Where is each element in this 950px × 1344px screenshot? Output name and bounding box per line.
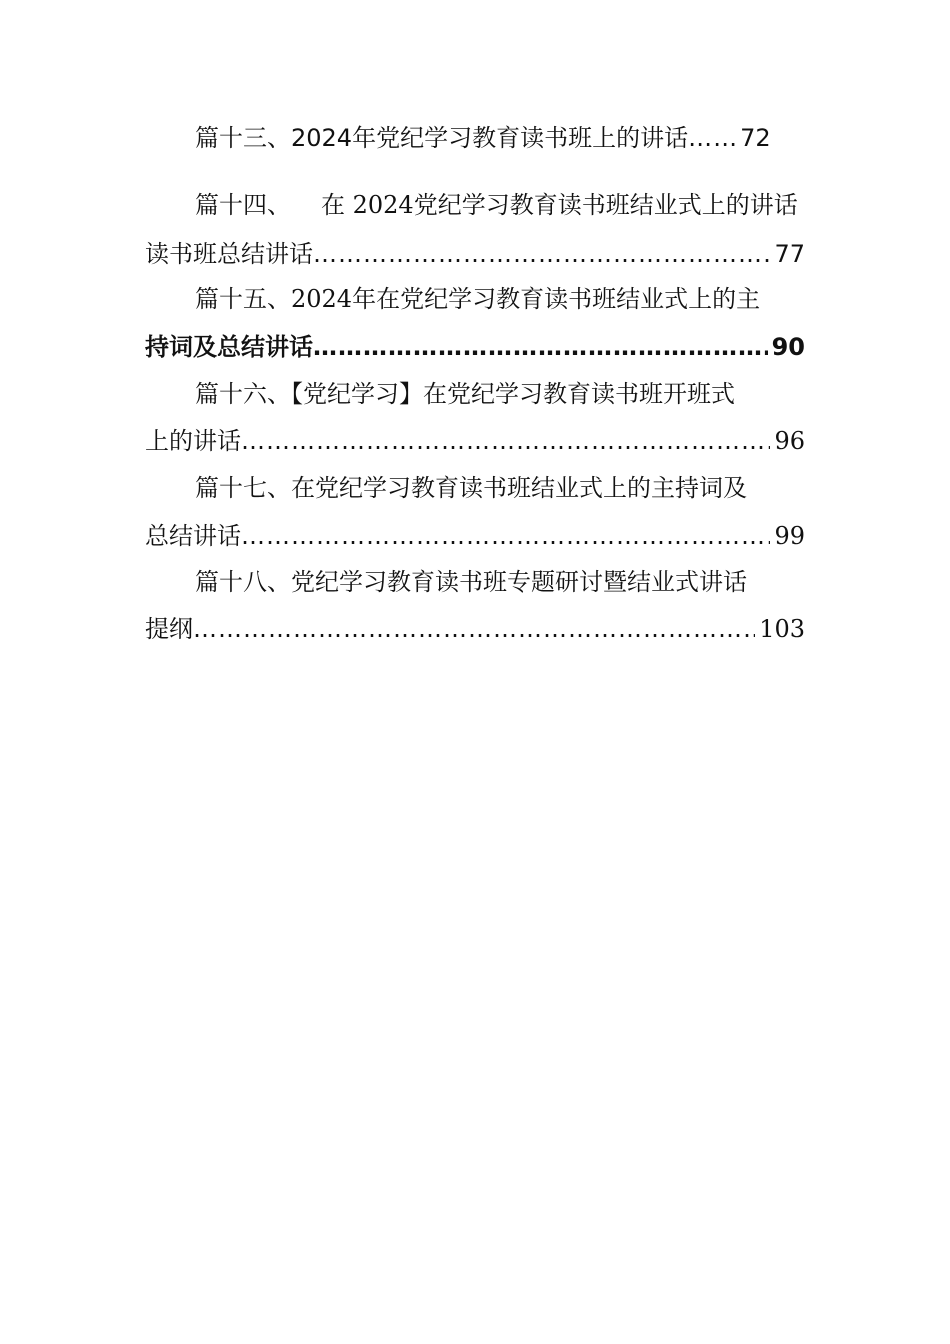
toc-page-number: 72 xyxy=(740,124,771,152)
toc-entry-title: 读书班总结讲话 xyxy=(145,240,313,268)
toc-entry-title: 提纲 xyxy=(145,615,193,643)
toc-leader-dots xyxy=(313,234,770,274)
toc-entry-16-line1[interactable] xyxy=(145,374,805,414)
toc-entry-13[interactable] xyxy=(145,118,805,158)
toc-entry-title: 篇十七、在党纪学习教育读书班结业式上的主持词及 xyxy=(195,474,747,502)
toc-page-number: 96 xyxy=(774,427,805,455)
toc-leader-dots xyxy=(241,516,770,556)
toc-entry-title: 总结讲话 xyxy=(145,522,241,550)
toc-entry-title: 篇十六、【党纪学习】在党纪学习教育读书班开班式 xyxy=(195,380,735,408)
toc-entry-title-cont: 在 2024党纪学习教育读书班结业式上的讲话 xyxy=(321,191,798,219)
toc-entry-17-line1[interactable] xyxy=(145,468,805,508)
toc-entry-title: 篇十三、2024年党纪学习教育读书班上的讲话 xyxy=(195,124,689,152)
toc-entry-15-line1[interactable] xyxy=(145,279,805,319)
toc-entry-title: 篇十八、党纪学习教育读书班专题研讨暨结业式讲话 xyxy=(195,568,747,596)
toc-entry-15-line2[interactable] xyxy=(145,327,805,367)
toc-entry-title: 篇十五、2024年在党纪学习教育读书班结业式上的主 xyxy=(195,285,761,313)
toc-entry-14-line2[interactable] xyxy=(145,234,805,274)
toc-page-number: 77 xyxy=(774,240,805,268)
toc-entry-17-line2[interactable] xyxy=(145,516,805,556)
toc-page-number: 90 xyxy=(771,333,805,361)
toc-entry-14-line1[interactable] xyxy=(145,185,805,225)
toc-entry-title: 篇十四、 xyxy=(195,191,291,219)
toc-entry-18-line1[interactable] xyxy=(145,562,805,602)
toc-entry-title: 持词及总结讲话 xyxy=(145,333,313,361)
toc-entry-18-line2[interactable] xyxy=(145,609,805,649)
toc-leader-dots xyxy=(688,118,736,158)
toc-entry-title: 上的讲话 xyxy=(145,427,241,455)
toc-leader-dots xyxy=(193,609,755,649)
toc-page-number: 99 xyxy=(774,522,805,550)
toc-entry-16-line2[interactable] xyxy=(145,421,805,461)
toc-leader-dots xyxy=(241,421,770,461)
toc-leader-dots xyxy=(313,327,768,367)
toc-page-number: 103 xyxy=(759,615,805,643)
